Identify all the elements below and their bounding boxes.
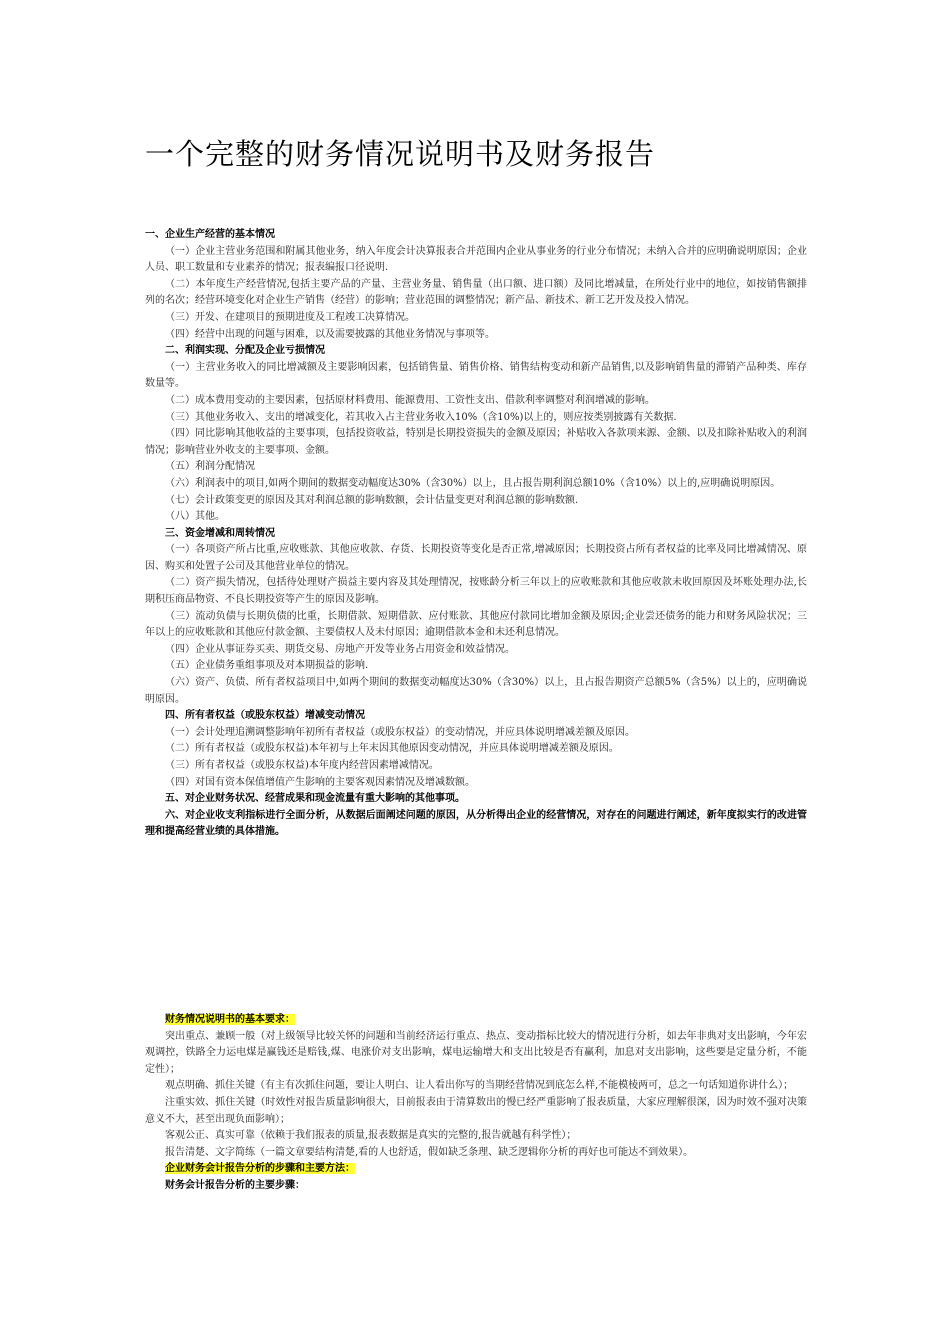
section-paragraph: （六）资产、负债、所有者权益项目中,如两个期间的数据变动幅度达30%（含30%）以上，且占报告期资产总额5%（含5%）以上的，应明确说明原因。	[145, 677, 807, 705]
section-paragraph: （一）会计处理追溯调整影响年初所有者权益（或股东权益）的变动情况，并应具体说明增减差额及原因。	[165, 726, 635, 738]
section-paragraph: （五）企业债务重组事项及对本期损益的影响.	[165, 660, 369, 672]
section-heading: 四、所有者权益（或股东权益）增减变动情况	[165, 710, 365, 722]
section-paragraph: （七）会计政策变更的原因及其对利润总额的影响数额，会计估量变更对利润总额的影响数额.	[165, 494, 579, 506]
section-heading: 二、利润实现、分配及企业亏损情况	[165, 345, 325, 357]
section-heading: 六、对企业收支利指标进行全面分析，从数据后面阐述问题的原因，从分析得出企业的经营情况，对存在的问题进行阐述，新年度拟实行的改进管理和提高经营业绩的具体措施。	[145, 809, 807, 838]
section-paragraph: （五）利润分配情况	[165, 461, 255, 473]
document-body	[145, 227, 807, 841]
section-heading: 五、对企业财务状况、经营成果和现金流量有重大影响的其他事项。	[165, 793, 465, 805]
methods-heading-line	[145, 1161, 807, 1178]
section-paragraph: （二）所有者权益（或股东权益)本年初与上年末因其他原因变动情况，并应具体说明增减差额及原因。	[165, 743, 619, 755]
document-title: 一个完整的财务情况说明书及财务报告	[145, 137, 656, 171]
requirements-heading: 财务情况说明书的基本要求：	[165, 1014, 295, 1025]
requirements-heading-line	[145, 1012, 807, 1029]
section-paragraph: （三）所有者权益（或股东权益)本年度内经营因素增减情况。	[165, 760, 439, 771]
section-heading: 三、资金增减和周转情况	[165, 527, 275, 539]
section-paragraph: （八）其他。	[165, 511, 225, 523]
section-paragraph: （二）成本费用变动的主要因素，包括原材料费用、能源费用、工资性支出、借款利率调整对利润增减的影响。	[165, 394, 655, 406]
requirement-paragraph: 客观公正、真实可靠（依赖于我们报表的质量,报表数据是真实的完整的,报告就越有科学性）；	[165, 1130, 577, 1142]
section-paragraph: （二）本年度生产经营情况,包括主要产品的产量、主营业务量、销售量（出口额、进口额）及同比增减量，在所处行业中的地位，如按销售额排列的名次；经营环境变化对企业生产销售（经营）的影响；营业范围的调整情况；新产品、新技术、新工艺开发及投入情况。	[145, 278, 807, 307]
section-paragraph: （一）企业主营业务范围和附属其他业务，纳入年度会计决算报表合并范围内企业从事业务的行业分布情况；未纳入合并的应明确说明原因；企业人员、职工数量和专业素养的情况；报表编报口径说明.	[145, 245, 807, 274]
section-paragraph: （三）其他业务收入、支出的增减变化，若其收入占主营业务收入10%（含10%)以上的，则应按类别披露有关数据.	[165, 411, 677, 423]
requirement-paragraph: 注重实效、抓住关键（时效性对报告质量影响很大，目前报表由于清算数出的慢已经严重影响了报表质量，大家应理解很深，因为时效不强对决策意义不大，甚至出现负面影响）；	[145, 1096, 807, 1125]
section-paragraph: （四）企业从事证券买卖、期货交易、房地产开发等业务占用资金和效益情况。	[165, 643, 515, 655]
section-paragraph: （四）经营中出现的问题与困难，以及需要披露的其他业务情况与事项等。	[165, 328, 495, 340]
methods-heading: 企业财务会计报告分析的步骤和主要方法：	[165, 1163, 355, 1175]
section-paragraph: （六）利润表中的项目,如两个期间的数据变动幅度达30%（含30%）以上，且占报告期利润总额10%（含10%）以上的,应明确说明原因。	[165, 477, 781, 489]
section-paragraph: （一）主营业务收入的同比增减额及主要影响因素，包括销售量、销售价格、销售结构变动和新产品销售,以及影响销售量的滞销产品种类、库存数量等。	[145, 361, 807, 390]
steps-heading: 财务会计报告分析的主要步骤：	[165, 1179, 305, 1191]
section-paragraph: （三）流动负债与长期负债的比重，长期借款、短期借款、应付账款、其他应付款同比增加金额及原因;企业尝还债务的能力和财务风险状况；三年以上的应收账款和其他应付款金额、主要债权人及未付原因；逾期借款本金和未还利息情况。	[145, 610, 807, 639]
section-paragraph: （三）开发、在建项目的预期进度及工程竣工决算情况。	[165, 311, 415, 323]
requirements-block	[145, 1012, 807, 1195]
requirement-paragraph: 突出重点、兼顾一般（对上级领导比较关怀的问题和当前经济运行重点、热点、变动指标比较大的情况进行分析，如去年非典对支出影响，今年宏观调控，铁路全力运电煤是赢钱还是赔钱,煤、电涨价对支出影响，煤电运输增大和支出比较是否有赢利，加息对支出影响，这些要是定量分析，不能定性）；	[145, 1030, 807, 1075]
requirements-list	[145, 1029, 807, 1162]
section-paragraph: （二）资产损失情况，包括待处理财产损益主要内容及其处理情况，按账龄分析三年以上的应收账款和其他应收款未收回原因及坏账处理办法,长期积压商品物资、不良长期投资等产生的原因及影响。	[145, 577, 807, 606]
requirement-paragraph: 观点明确、抓住关键（有主有次抓住问题，要让人明白、让人看出你写的当期经营情况到底怎么样,不能模棱两可，总之一句话知道你讲什么）；	[165, 1080, 794, 1092]
section-paragraph: （四）对国有资本保值增值产生影响的主要客观因素情况及增减数额。	[165, 776, 475, 788]
section-heading: 一、企业生产经营的基本情况	[145, 229, 275, 240]
section-paragraph: （四）同比影响其他收益的主要事项，包括投资收益，特别是长期投资损失的金额及原因；补贴收入各款项来源、金额、以及扣除补贴收入的利润情况；影响营业外收支的主要事项、金额。	[145, 428, 807, 456]
requirement-paragraph: 报告清楚、文字简练（一篇文章要结构清楚,看的人也舒适，假如缺乏条理、缺乏逻辑你分析的再好也可能达不到效果）。	[165, 1146, 694, 1158]
section-paragraph: （一）各项资产所占比重,应收账款、其他应收款、存货、长期投资等变化是否正常,增减原因；长期投资占所有者权益的比率及同比增减情况、原因、购买和处置子公司及其他营业单位的情况。	[145, 544, 807, 572]
